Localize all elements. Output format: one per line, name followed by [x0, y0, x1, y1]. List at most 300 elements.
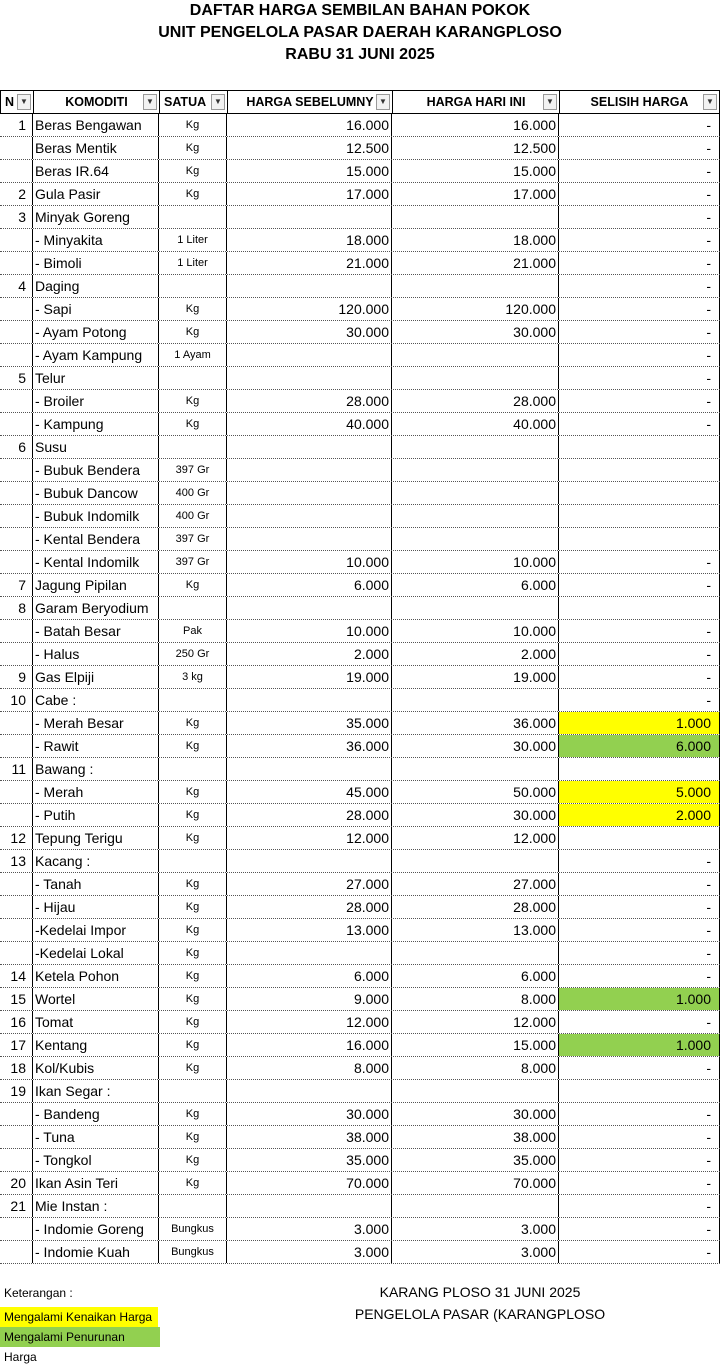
row-komoditi[interactable]: Beras IR.64: [33, 160, 159, 182]
row-no[interactable]: 16: [0, 1011, 33, 1033]
row-no[interactable]: [0, 896, 33, 918]
row-satuan[interactable]: Kg: [159, 988, 227, 1010]
row-komoditi[interactable]: - Halus: [33, 643, 159, 665]
row-no[interactable]: [0, 252, 33, 274]
row-harga-sebelumnya[interactable]: 12.000: [227, 1011, 392, 1033]
row-satuan[interactable]: [159, 758, 227, 780]
row-satuan[interactable]: Kg: [159, 1011, 227, 1033]
row-no[interactable]: 20: [0, 1172, 33, 1194]
row-komoditi[interactable]: - Broiler: [33, 390, 159, 412]
row-no[interactable]: [0, 1103, 33, 1125]
row-satuan[interactable]: [159, 689, 227, 711]
row-no[interactable]: [0, 390, 33, 412]
row-selisih-harga[interactable]: 1.000: [559, 712, 720, 734]
row-no[interactable]: [0, 1218, 33, 1240]
row-selisih-harga[interactable]: -: [559, 896, 720, 918]
row-satuan[interactable]: 400 Gr: [159, 482, 227, 504]
header-harga-hari-ini[interactable]: [392, 90, 560, 114]
row-selisih-harga[interactable]: -: [559, 1172, 720, 1194]
row-harga-hari-ini[interactable]: [392, 344, 559, 366]
row-harga-sebelumnya[interactable]: [227, 758, 392, 780]
row-harga-hari-ini[interactable]: 10.000: [392, 551, 559, 573]
row-harga-sebelumnya[interactable]: [227, 505, 392, 527]
row-harga-hari-ini[interactable]: 8.000: [392, 988, 559, 1010]
row-selisih-harga[interactable]: [559, 505, 720, 527]
row-satuan[interactable]: 400 Gr: [159, 505, 227, 527]
row-harga-sebelumnya[interactable]: 28.000: [227, 896, 392, 918]
row-harga-sebelumnya[interactable]: 10.000: [227, 551, 392, 573]
row-harga-hari-ini[interactable]: 28.000: [392, 896, 559, 918]
row-no[interactable]: 1: [0, 114, 33, 136]
row-harga-hari-ini[interactable]: 6.000: [392, 574, 559, 596]
row-no[interactable]: 11: [0, 758, 33, 780]
row-no[interactable]: [0, 321, 33, 343]
row-harga-hari-ini[interactable]: [392, 942, 559, 964]
row-harga-sebelumnya[interactable]: 10.000: [227, 620, 392, 642]
row-no[interactable]: 7: [0, 574, 33, 596]
row-harga-hari-ini[interactable]: 8.000: [392, 1057, 559, 1079]
row-komoditi[interactable]: Garam Beryodium: [33, 597, 159, 619]
row-selisih-harga[interactable]: -: [559, 965, 720, 987]
row-harga-hari-ini[interactable]: 30.000: [392, 321, 559, 343]
row-harga-sebelumnya[interactable]: 120.000: [227, 298, 392, 320]
row-harga-sebelumnya[interactable]: 38.000: [227, 1126, 392, 1148]
row-satuan[interactable]: Kg: [159, 965, 227, 987]
row-selisih-harga[interactable]: -: [559, 137, 720, 159]
row-selisih-harga[interactable]: -: [559, 413, 720, 435]
row-komoditi[interactable]: - Tuna: [33, 1126, 159, 1148]
row-no[interactable]: 2: [0, 183, 33, 205]
row-selisih-harga[interactable]: -: [559, 1126, 720, 1148]
row-selisih-harga[interactable]: -: [559, 620, 720, 642]
row-harga-hari-ini[interactable]: 3.000: [392, 1241, 559, 1263]
row-selisih-harga[interactable]: -: [559, 689, 720, 711]
row-satuan[interactable]: 397 Gr: [159, 528, 227, 550]
row-harga-hari-ini[interactable]: [392, 459, 559, 481]
row-komoditi[interactable]: Ketela Pohon: [33, 965, 159, 987]
row-no[interactable]: 5: [0, 367, 33, 389]
row-harga-hari-ini[interactable]: 6.000: [392, 965, 559, 987]
row-harga-hari-ini[interactable]: [392, 1195, 559, 1217]
row-no[interactable]: 14: [0, 965, 33, 987]
row-komoditi[interactable]: - Batah Besar: [33, 620, 159, 642]
row-satuan[interactable]: Kg: [159, 804, 227, 826]
row-komoditi[interactable]: Kol/Kubis: [33, 1057, 159, 1079]
row-selisih-harga[interactable]: [559, 436, 720, 458]
row-satuan[interactable]: Kg: [159, 298, 227, 320]
row-komoditi[interactable]: - Kental Indomilk: [33, 551, 159, 573]
row-harga-sebelumnya[interactable]: 6.000: [227, 965, 392, 987]
row-satuan[interactable]: 3 kg: [159, 666, 227, 688]
row-selisih-harga[interactable]: -: [559, 942, 720, 964]
row-no[interactable]: [0, 160, 33, 182]
row-no[interactable]: [0, 137, 33, 159]
row-selisih-harga[interactable]: -: [559, 1103, 720, 1125]
row-harga-hari-ini[interactable]: [392, 528, 559, 550]
row-harga-sebelumnya[interactable]: 30.000: [227, 321, 392, 343]
row-no[interactable]: [0, 528, 33, 550]
row-no[interactable]: 3: [0, 206, 33, 228]
row-komoditi[interactable]: - Bimoli: [33, 252, 159, 274]
row-komoditi[interactable]: - Bandeng: [33, 1103, 159, 1125]
row-selisih-harga[interactable]: [559, 482, 720, 504]
row-satuan[interactable]: Kg: [159, 896, 227, 918]
row-harga-sebelumnya[interactable]: [227, 850, 392, 872]
row-satuan[interactable]: Kg: [159, 390, 227, 412]
row-no[interactable]: 13: [0, 850, 33, 872]
row-selisih-harga[interactable]: -: [559, 1195, 720, 1217]
row-selisih-harga[interactable]: -: [559, 390, 720, 412]
row-harga-hari-ini[interactable]: [392, 206, 559, 228]
row-satuan[interactable]: Kg: [159, 160, 227, 182]
row-satuan[interactable]: 1 Liter: [159, 252, 227, 274]
filter-dropdown-icon[interactable]: ▼: [17, 94, 31, 110]
row-harga-hari-ini[interactable]: [392, 758, 559, 780]
row-no[interactable]: [0, 1149, 33, 1171]
row-harga-sebelumnya[interactable]: 21.000: [227, 252, 392, 274]
row-komoditi[interactable]: - Bubuk Dancow: [33, 482, 159, 504]
row-no[interactable]: [0, 482, 33, 504]
row-harga-hari-ini[interactable]: [392, 482, 559, 504]
row-harga-hari-ini[interactable]: 15.000: [392, 1034, 559, 1056]
row-satuan[interactable]: Bungkus: [159, 1241, 227, 1263]
row-selisih-harga[interactable]: -: [559, 1057, 720, 1079]
row-harga-hari-ini[interactable]: 15.000: [392, 160, 559, 182]
row-harga-hari-ini[interactable]: 3.000: [392, 1218, 559, 1240]
row-no[interactable]: 19: [0, 1080, 33, 1102]
row-komoditi[interactable]: Wortel: [33, 988, 159, 1010]
row-selisih-harga[interactable]: -: [559, 344, 720, 366]
row-harga-sebelumnya[interactable]: 6.000: [227, 574, 392, 596]
row-komoditi[interactable]: Daging: [33, 275, 159, 297]
row-harga-sebelumnya[interactable]: 35.000: [227, 712, 392, 734]
row-harga-sebelumnya[interactable]: 8.000: [227, 1057, 392, 1079]
row-komoditi[interactable]: Bawang :: [33, 758, 159, 780]
row-satuan[interactable]: Kg: [159, 321, 227, 343]
row-satuan[interactable]: [159, 275, 227, 297]
row-komoditi[interactable]: Kacang :: [33, 850, 159, 872]
row-komoditi[interactable]: - Rawit: [33, 735, 159, 757]
row-no[interactable]: 18: [0, 1057, 33, 1079]
row-harga-sebelumnya[interactable]: 16.000: [227, 114, 392, 136]
row-harga-sebelumnya[interactable]: 18.000: [227, 229, 392, 251]
row-selisih-harga[interactable]: [559, 758, 720, 780]
row-satuan[interactable]: [159, 850, 227, 872]
filter-dropdown-icon[interactable]: ▼: [376, 94, 390, 110]
row-harga-hari-ini[interactable]: [392, 850, 559, 872]
row-harga-hari-ini[interactable]: 21.000: [392, 252, 559, 274]
row-selisih-harga[interactable]: 6.000: [559, 735, 720, 757]
row-selisih-harga[interactable]: -: [559, 1241, 720, 1263]
row-harga-sebelumnya[interactable]: 2.000: [227, 643, 392, 665]
row-harga-hari-ini[interactable]: 12.000: [392, 827, 559, 849]
row-harga-hari-ini[interactable]: 38.000: [392, 1126, 559, 1148]
row-harga-hari-ini[interactable]: [392, 275, 559, 297]
row-harga-hari-ini[interactable]: 16.000: [392, 114, 559, 136]
row-harga-sebelumnya[interactable]: [227, 942, 392, 964]
row-harga-sebelumnya[interactable]: [227, 459, 392, 481]
header-selisih-harga[interactable]: [559, 90, 720, 114]
row-komoditi[interactable]: - Bubuk Indomilk: [33, 505, 159, 527]
row-harga-hari-ini[interactable]: 2.000: [392, 643, 559, 665]
row-komoditi[interactable]: - Indomie Kuah: [33, 1241, 159, 1263]
row-komoditi[interactable]: -Kedelai Impor: [33, 919, 159, 941]
row-selisih-harga[interactable]: -: [559, 114, 720, 136]
row-satuan[interactable]: Kg: [159, 873, 227, 895]
row-no[interactable]: 8: [0, 597, 33, 619]
row-no[interactable]: [0, 229, 33, 251]
row-no[interactable]: 4: [0, 275, 33, 297]
row-satuan[interactable]: Kg: [159, 781, 227, 803]
row-harga-sebelumnya[interactable]: [227, 206, 392, 228]
row-harga-sebelumnya[interactable]: [227, 689, 392, 711]
row-satuan[interactable]: Kg: [159, 1149, 227, 1171]
row-harga-sebelumnya[interactable]: 12.000: [227, 827, 392, 849]
row-satuan[interactable]: 397 Gr: [159, 459, 227, 481]
row-harga-hari-ini[interactable]: [392, 367, 559, 389]
row-komoditi[interactable]: Tepung Terigu: [33, 827, 159, 849]
row-harga-hari-ini[interactable]: [392, 1080, 559, 1102]
row-no[interactable]: [0, 344, 33, 366]
row-satuan[interactable]: Kg: [159, 1103, 227, 1125]
row-komoditi[interactable]: Cabe :: [33, 689, 159, 711]
row-harga-hari-ini[interactable]: 27.000: [392, 873, 559, 895]
row-harga-sebelumnya[interactable]: 12.500: [227, 137, 392, 159]
row-komoditi[interactable]: - Tanah: [33, 873, 159, 895]
row-satuan[interactable]: Kg: [159, 1126, 227, 1148]
row-satuan[interactable]: Kg: [159, 1057, 227, 1079]
row-harga-sebelumnya[interactable]: [227, 436, 392, 458]
row-harga-sebelumnya[interactable]: [227, 275, 392, 297]
filter-dropdown-icon[interactable]: ▼: [543, 94, 557, 110]
row-harga-hari-ini[interactable]: 35.000: [392, 1149, 559, 1171]
row-selisih-harga[interactable]: [559, 528, 720, 550]
row-no[interactable]: [0, 551, 33, 573]
row-komoditi[interactable]: - Sapi: [33, 298, 159, 320]
row-selisih-harga[interactable]: -: [559, 229, 720, 251]
row-harga-sebelumnya[interactable]: [227, 344, 392, 366]
row-satuan[interactable]: 1 Liter: [159, 229, 227, 251]
row-satuan[interactable]: 1 Ayam: [159, 344, 227, 366]
row-harga-hari-ini[interactable]: 18.000: [392, 229, 559, 251]
row-harga-sebelumnya[interactable]: 17.000: [227, 183, 392, 205]
row-satuan[interactable]: [159, 206, 227, 228]
row-komoditi[interactable]: Jagung Pipilan: [33, 574, 159, 596]
row-harga-sebelumnya[interactable]: 40.000: [227, 413, 392, 435]
row-harga-sebelumnya[interactable]: [227, 528, 392, 550]
row-komoditi[interactable]: Ikan Asin Teri: [33, 1172, 159, 1194]
row-komoditi[interactable]: - Indomie Goreng: [33, 1218, 159, 1240]
row-selisih-harga[interactable]: -: [559, 873, 720, 895]
row-komoditi[interactable]: Gas Elpiji: [33, 666, 159, 688]
row-komoditi[interactable]: - Minyakita: [33, 229, 159, 251]
row-satuan[interactable]: Kg: [159, 137, 227, 159]
row-harga-hari-ini[interactable]: 50.000: [392, 781, 559, 803]
row-harga-sebelumnya[interactable]: [227, 597, 392, 619]
row-selisih-harga[interactable]: 5.000: [559, 781, 720, 803]
row-komoditi[interactable]: Minyak Goreng: [33, 206, 159, 228]
row-selisih-harga[interactable]: -: [559, 367, 720, 389]
row-no[interactable]: [0, 804, 33, 826]
row-komoditi[interactable]: Tomat: [33, 1011, 159, 1033]
row-harga-sebelumnya[interactable]: 3.000: [227, 1218, 392, 1240]
row-satuan[interactable]: Kg: [159, 574, 227, 596]
row-selisih-harga[interactable]: -: [559, 1011, 720, 1033]
row-satuan[interactable]: [159, 1080, 227, 1102]
row-harga-hari-ini[interactable]: [392, 505, 559, 527]
row-satuan[interactable]: [159, 597, 227, 619]
row-selisih-harga[interactable]: -: [559, 275, 720, 297]
row-selisih-harga[interactable]: -: [559, 574, 720, 596]
row-komoditi[interactable]: - Kampung: [33, 413, 159, 435]
filter-dropdown-icon[interactable]: ▼: [143, 94, 157, 110]
row-harga-hari-ini[interactable]: 30.000: [392, 735, 559, 757]
row-harga-sebelumnya[interactable]: [227, 367, 392, 389]
row-selisih-harga[interactable]: -: [559, 643, 720, 665]
row-no[interactable]: [0, 298, 33, 320]
row-no[interactable]: 12: [0, 827, 33, 849]
row-harga-sebelumnya[interactable]: 28.000: [227, 804, 392, 826]
row-komoditi[interactable]: Telur: [33, 367, 159, 389]
row-no[interactable]: [0, 873, 33, 895]
row-harga-sebelumnya[interactable]: 9.000: [227, 988, 392, 1010]
row-selisih-harga[interactable]: -: [559, 321, 720, 343]
row-harga-sebelumnya[interactable]: 16.000: [227, 1034, 392, 1056]
row-komoditi[interactable]: - Ayam Potong: [33, 321, 159, 343]
row-komoditi[interactable]: - Hijau: [33, 896, 159, 918]
row-selisih-harga[interactable]: -: [559, 206, 720, 228]
row-harga-sebelumnya[interactable]: 3.000: [227, 1241, 392, 1263]
row-harga-hari-ini[interactable]: 36.000: [392, 712, 559, 734]
row-komoditi[interactable]: Gula Pasir: [33, 183, 159, 205]
row-selisih-harga[interactable]: -: [559, 160, 720, 182]
row-harga-sebelumnya[interactable]: [227, 1195, 392, 1217]
row-komoditi[interactable]: Beras Bengawan: [33, 114, 159, 136]
row-satuan[interactable]: Kg: [159, 1172, 227, 1194]
row-satuan[interactable]: Kg: [159, 712, 227, 734]
row-satuan[interactable]: Kg: [159, 919, 227, 941]
row-komoditi[interactable]: - Putih: [33, 804, 159, 826]
row-harga-hari-ini[interactable]: [392, 436, 559, 458]
row-selisih-harga[interactable]: -: [559, 298, 720, 320]
row-selisih-harga[interactable]: -: [559, 1218, 720, 1240]
filter-dropdown-icon[interactable]: ▼: [703, 94, 717, 110]
row-no[interactable]: 10: [0, 689, 33, 711]
row-harga-sebelumnya[interactable]: 30.000: [227, 1103, 392, 1125]
header-no[interactable]: [0, 90, 34, 114]
row-no[interactable]: 15: [0, 988, 33, 1010]
row-harga-hari-ini[interactable]: 12.500: [392, 137, 559, 159]
row-komoditi[interactable]: - Merah: [33, 781, 159, 803]
row-no[interactable]: [0, 781, 33, 803]
row-harga-sebelumnya[interactable]: 27.000: [227, 873, 392, 895]
row-selisih-harga[interactable]: 1.000: [559, 988, 720, 1010]
row-selisih-harga[interactable]: [559, 459, 720, 481]
header-harga-sebelumnya[interactable]: [227, 90, 393, 114]
row-selisih-harga[interactable]: -: [559, 551, 720, 573]
row-no[interactable]: 6: [0, 436, 33, 458]
row-no[interactable]: [0, 942, 33, 964]
row-harga-hari-ini[interactable]: 120.000: [392, 298, 559, 320]
row-harga-hari-ini[interactable]: 19.000: [392, 666, 559, 688]
row-no[interactable]: [0, 459, 33, 481]
row-no[interactable]: [0, 505, 33, 527]
filter-dropdown-icon[interactable]: ▼: [211, 94, 225, 110]
row-no[interactable]: [0, 413, 33, 435]
row-satuan[interactable]: Kg: [159, 183, 227, 205]
row-harga-sebelumnya[interactable]: 28.000: [227, 390, 392, 412]
row-harga-sebelumnya[interactable]: 36.000: [227, 735, 392, 757]
row-no[interactable]: [0, 919, 33, 941]
row-selisih-harga[interactable]: -: [559, 850, 720, 872]
row-satuan[interactable]: [159, 1195, 227, 1217]
row-no[interactable]: 17: [0, 1034, 33, 1056]
row-no[interactable]: [0, 643, 33, 665]
row-komoditi[interactable]: - Tongkol: [33, 1149, 159, 1171]
row-selisih-harga[interactable]: -: [559, 919, 720, 941]
row-komoditi[interactable]: - Bubuk Bendera: [33, 459, 159, 481]
row-harga-hari-ini[interactable]: 13.000: [392, 919, 559, 941]
header-komoditi[interactable]: [33, 90, 160, 114]
row-selisih-harga[interactable]: -: [559, 252, 720, 274]
row-harga-sebelumnya[interactable]: 35.000: [227, 1149, 392, 1171]
row-selisih-harga[interactable]: 2.000: [559, 804, 720, 826]
row-komoditi[interactable]: - Merah Besar: [33, 712, 159, 734]
row-harga-sebelumnya[interactable]: 19.000: [227, 666, 392, 688]
row-selisih-harga[interactable]: 1.000: [559, 1034, 720, 1056]
row-satuan[interactable]: Kg: [159, 942, 227, 964]
row-harga-sebelumnya[interactable]: 13.000: [227, 919, 392, 941]
row-komoditi[interactable]: Susu: [33, 436, 159, 458]
row-satuan[interactable]: 250 Gr: [159, 643, 227, 665]
row-no[interactable]: [0, 1126, 33, 1148]
row-komoditi[interactable]: Mie Instan :: [33, 1195, 159, 1217]
row-komoditi[interactable]: Kentang: [33, 1034, 159, 1056]
row-no[interactable]: 21: [0, 1195, 33, 1217]
row-komoditi[interactable]: - Kental Bendera: [33, 528, 159, 550]
header-satuan[interactable]: [159, 90, 228, 114]
row-satuan[interactable]: Kg: [159, 413, 227, 435]
row-harga-hari-ini[interactable]: 30.000: [392, 1103, 559, 1125]
row-harga-hari-ini[interactable]: [392, 597, 559, 619]
row-komoditi[interactable]: - Ayam Kampung: [33, 344, 159, 366]
row-harga-hari-ini[interactable]: 28.000: [392, 390, 559, 412]
row-harga-sebelumnya[interactable]: [227, 1080, 392, 1102]
row-harga-hari-ini[interactable]: 40.000: [392, 413, 559, 435]
row-harga-hari-ini[interactable]: 12.000: [392, 1011, 559, 1033]
row-satuan[interactable]: Kg: [159, 827, 227, 849]
row-komoditi[interactable]: -Kedelai Lokal: [33, 942, 159, 964]
row-no[interactable]: 9: [0, 666, 33, 688]
row-komoditi[interactable]: Beras Mentik: [33, 137, 159, 159]
row-harga-sebelumnya[interactable]: 70.000: [227, 1172, 392, 1194]
row-selisih-harga[interactable]: [559, 827, 720, 849]
row-satuan[interactable]: Kg: [159, 114, 227, 136]
row-no[interactable]: [0, 712, 33, 734]
row-harga-sebelumnya[interactable]: 15.000: [227, 160, 392, 182]
row-satuan[interactable]: 397 Gr: [159, 551, 227, 573]
row-harga-sebelumnya[interactable]: 45.000: [227, 781, 392, 803]
row-selisih-harga[interactable]: -: [559, 666, 720, 688]
row-satuan[interactable]: Pak: [159, 620, 227, 642]
row-no[interactable]: [0, 1241, 33, 1263]
row-harga-hari-ini[interactable]: 30.000: [392, 804, 559, 826]
row-komoditi[interactable]: Ikan Segar :: [33, 1080, 159, 1102]
row-harga-hari-ini[interactable]: 17.000: [392, 183, 559, 205]
row-no[interactable]: [0, 620, 33, 642]
row-selisih-harga[interactable]: -: [559, 183, 720, 205]
row-harga-hari-ini[interactable]: 70.000: [392, 1172, 559, 1194]
